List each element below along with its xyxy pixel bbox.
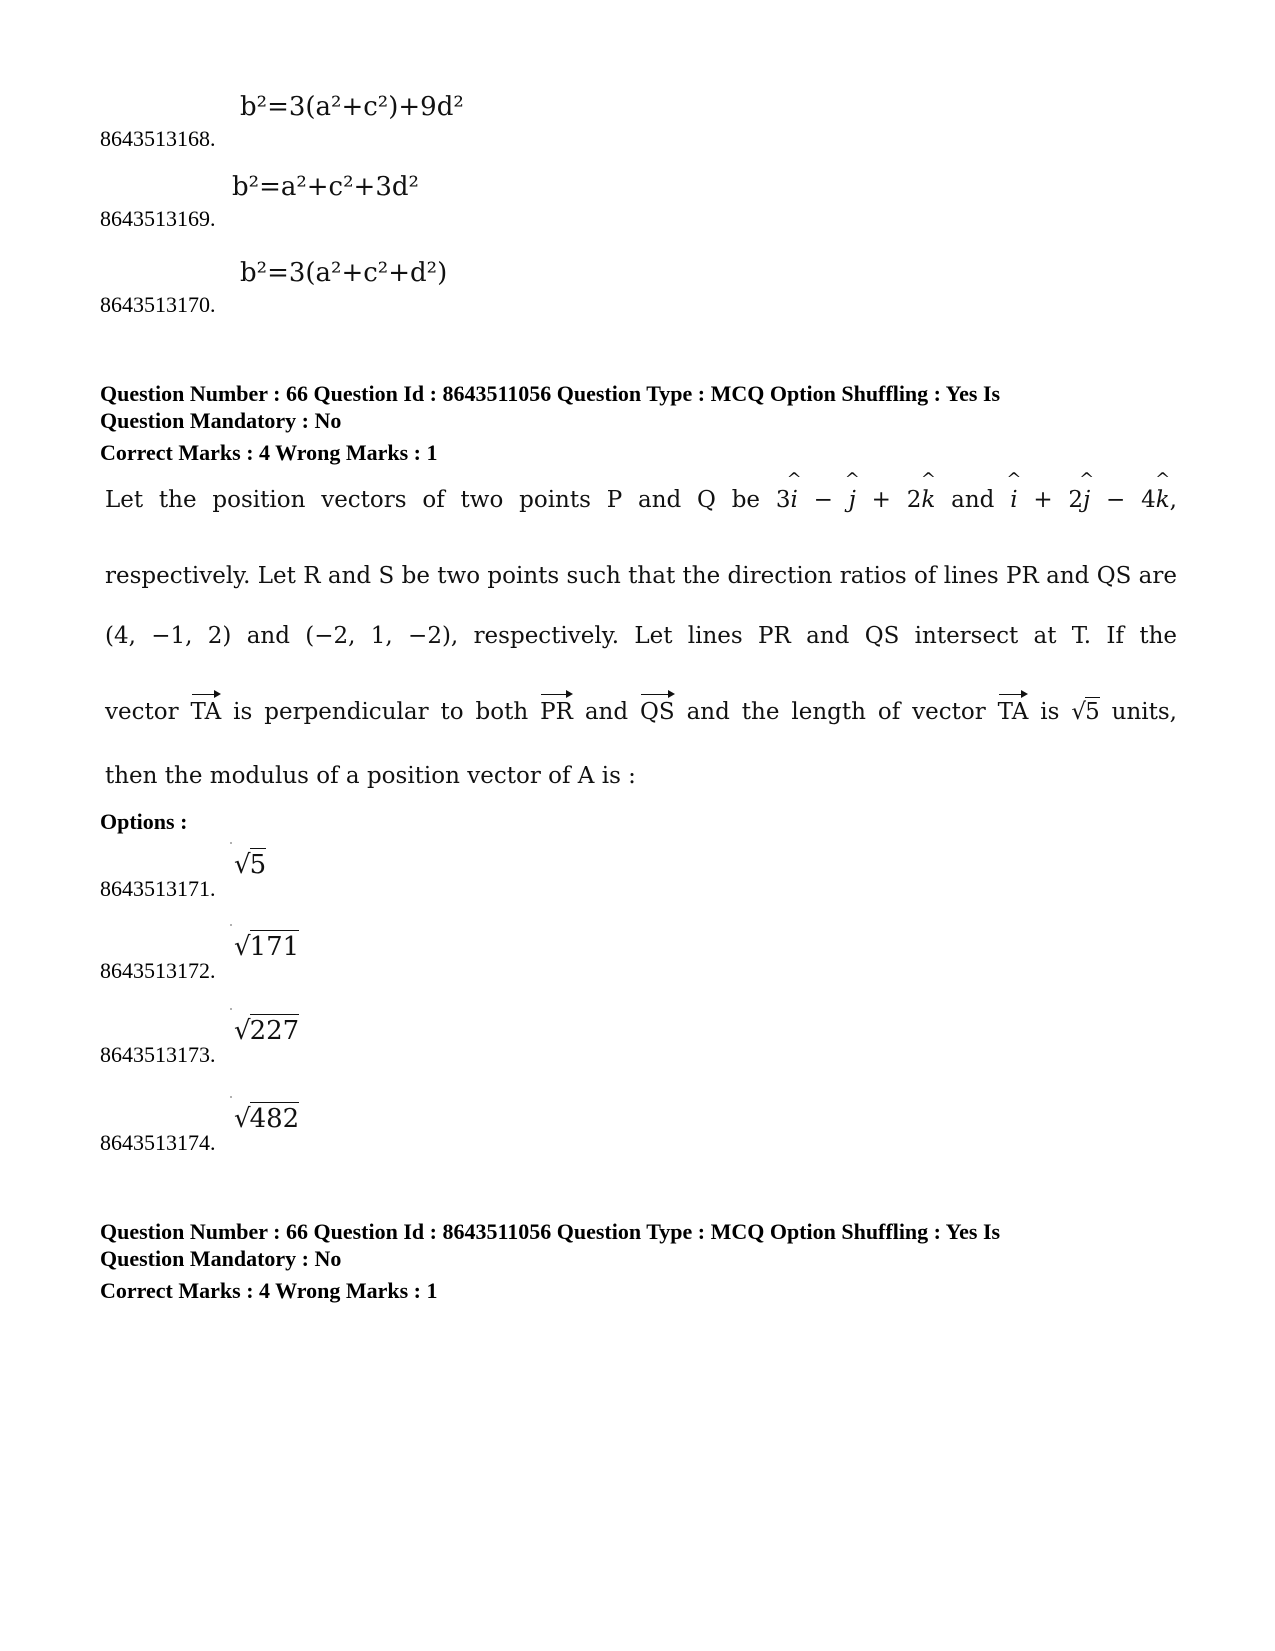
option-expression: b²=3(a²+c²+d²) [240, 258, 448, 288]
question-line: Let the position vectors of two points P and Q be 3^ i − ^ j + 2^ k and ^ i + 2^ j − 4^ k, [105, 487, 1177, 513]
scan-dot [230, 1008, 232, 1010]
unit-vector-j: ^ j [1083, 487, 1090, 513]
square-root: √171 [234, 932, 300, 962]
question-line: vector TA is perpendicular to both PR and QS and the length of vector TA is √5 units, [105, 699, 1177, 725]
unit-vector-k: ^ k [1156, 487, 1170, 513]
square-root: √5 [1071, 699, 1100, 725]
option-id: 8643513174. [100, 1130, 216, 1155]
option-expression: b²=3(a²+c²)+9d² [240, 92, 464, 122]
option-row [100, 1008, 800, 1068]
scan-dot [230, 1096, 232, 1098]
unit-vector-k: ^ k [921, 487, 935, 513]
option-id: 8643513172. [100, 958, 216, 983]
question-line: then the modulus of a position vector of A is : [105, 763, 636, 789]
option-id: 8643513171. [100, 876, 216, 901]
option-expression [234, 930, 299, 962]
option-expression [234, 1102, 299, 1134]
option-row [100, 172, 800, 232]
question-line: respectively. Let R and S be two points such that the direction ratios of lines PR and QS are [105, 563, 1177, 589]
question-marks: Correct Marks : 4 Wrong Marks : 1 [100, 440, 438, 465]
question-meta-line: Question Number : 66 Question Id : 8643511056 Question Type : MCQ Option Shuffling : Yes Is [100, 1219, 1001, 1244]
option-row [100, 842, 800, 902]
option-id: 8643513170. [100, 292, 216, 317]
vector-TA: TA [997, 699, 1029, 725]
vector-PR: PR [540, 699, 573, 725]
square-root: √482 [234, 1104, 300, 1134]
question-meta [100, 1218, 1180, 1304]
question-meta-line: Question Number : 66 Question Id : 8643511056 Question Type : MCQ Option Shuffling : Yes Is [100, 381, 1001, 406]
option-row [100, 92, 800, 152]
square-root: √227 [234, 1016, 300, 1046]
vector-QS: QS [640, 699, 675, 725]
unit-vector-i: ^ i [790, 487, 797, 513]
option-id: 8643513173. [100, 1042, 216, 1067]
option-row [100, 258, 800, 318]
question-meta [100, 380, 1180, 466]
question-meta-line: Question Mandatory : No [100, 408, 342, 433]
square-root: √5 [234, 850, 267, 880]
unit-vector-i: ^ i [1010, 487, 1017, 513]
option-row [100, 1096, 800, 1156]
scan-dot [230, 842, 232, 844]
vector-TA: TA [190, 699, 222, 725]
option-id: 8643513169. [100, 206, 216, 231]
option-expression [234, 848, 266, 880]
scan-dot [230, 924, 232, 926]
options-label: Options : [100, 809, 188, 834]
option-row [100, 924, 800, 984]
unit-vector-j: ^ j [849, 487, 856, 513]
question-line: (4, −1, 2) and (−2, 1, −2), respectively. Let lines PR and QS intersect at T. If the [105, 623, 1177, 649]
option-id: 8643513168. [100, 126, 216, 151]
question-meta-line: Question Mandatory : No [100, 1246, 342, 1271]
option-expression [234, 1014, 299, 1046]
option-expression: b²=a²+c²+3d² [232, 172, 419, 202]
question-marks: Correct Marks : 4 Wrong Marks : 1 [100, 1278, 438, 1303]
